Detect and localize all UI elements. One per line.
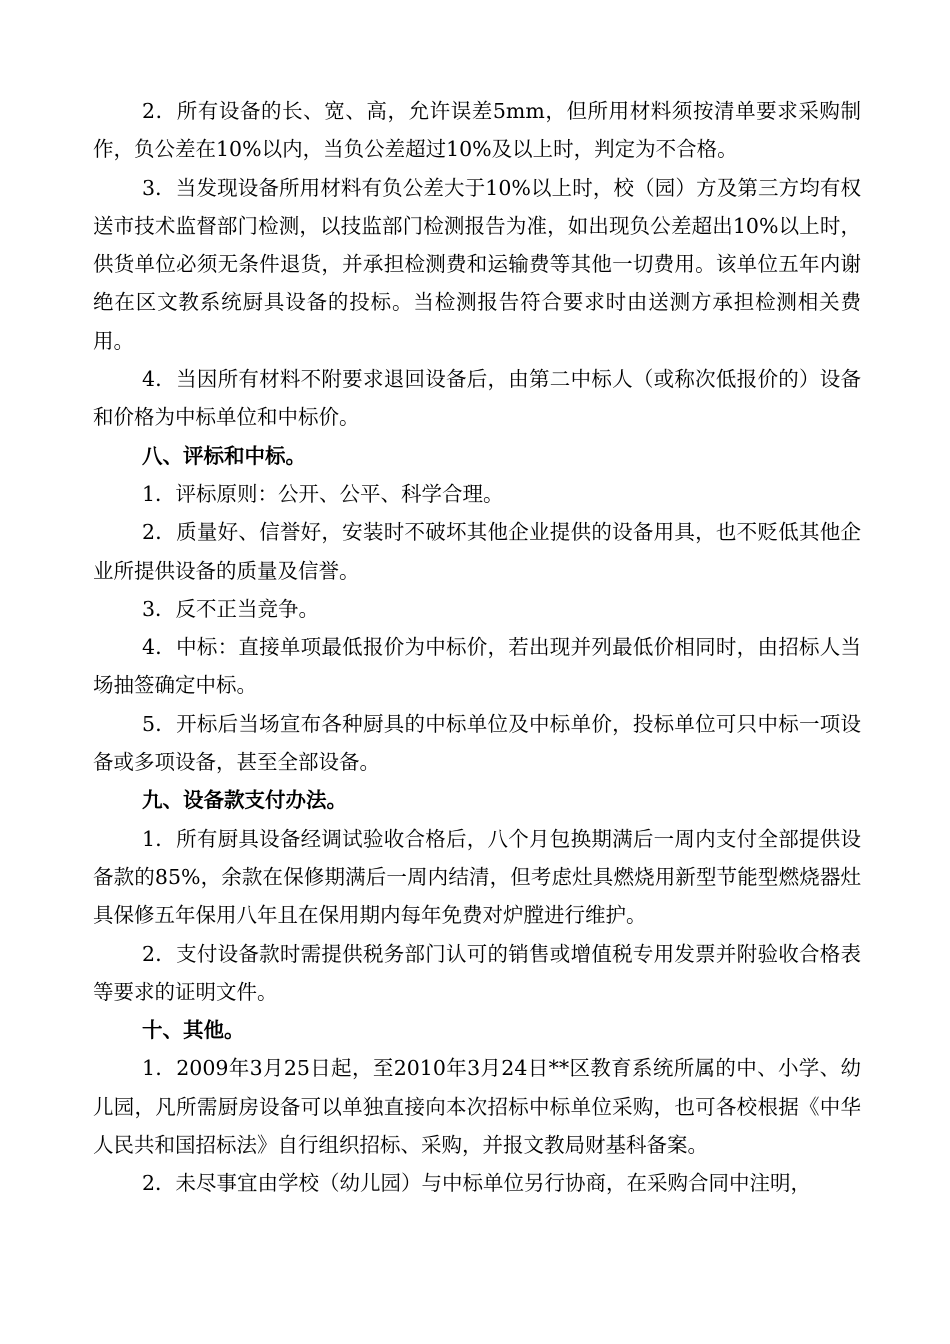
paragraph-item-3-inspection: 3．当发现设备所用材料有负公差大于10%以上时，校（园）方及第三方均有权送市技术监督部门检测，以技监部门检测报告为准，如出现负公差超出10%以上时，供货单位必须无条件退货，并承担检测费和运输费等其他一切费用。该单位五年内谢绝在区文教系统厨具设备的投标。当检测报告符合要求时由送测方承担检测相关费用。	[93, 175, 861, 353]
paragraph-invoice-requirements: 2．支付设备款时需提供税务部门认可的销售或增值税专用发票并附验收合格表等要求的证明文件。	[93, 941, 861, 1004]
paragraph-quality-reputation: 2．质量好、信誉好，安装时不破坏其他企业提供的设备用具，也不贬低其他企业所提供设备的质量及信誉。	[93, 520, 861, 583]
paragraph-item-2-tolerance: 2．所有设备的长、宽、高，允许误差5mm，但所用材料须按清单要求采购制作，负公差在10%以内，当负公差超过10%及以上时，判定为不合格。	[93, 99, 861, 162]
section-heading-payment: 九、设备款支付办法。	[142, 788, 347, 813]
section-heading-other: 十、其他。	[142, 1018, 245, 1043]
paragraph-procurement-period: 1．2009年3月25日起，至2010年3月24日**区教育系统所属的中、小学、幼儿园，凡所需厨房设备可以单独直接向本次招标中标单位采购，也可各校根据《中华人民共和国招标法》自行组织招标、采购，并报文教局财基科备案。	[93, 1056, 861, 1158]
paragraph-winning-bid: 4．中标：直接单项最低报价为中标价，若出现并列最低价相同时，由招标人当场抽签确定中标。	[93, 635, 861, 698]
paragraph-fair-competition: 3．反不正当竞争。	[142, 596, 320, 621]
paragraph-item-4-second-bidder: 4．当因所有材料不附要求退回设备后，由第二中标人（或称次低报价的）设备和价格为中标单位和中标价。	[93, 367, 861, 430]
section-heading-evaluation: 八、评标和中标。	[142, 443, 306, 468]
document-page	[93, 92, 861, 1203]
paragraph-bid-announcement: 5．开标后当场宣布各种厨具的中标单位及中标单价，投标单位可只中标一项设备或多项设备，甚至全部设备。	[93, 711, 861, 775]
paragraph-unresolved-matters: 2．未尽事宜由学校（幼儿园）与中标单位另行协商，在采购合同中注明，	[142, 1171, 812, 1196]
paragraph-evaluation-principle: 1．评标原则：公开、公平、科学合理。	[142, 481, 504, 506]
paragraph-payment-terms: 1．所有厨具设备经调试验收合格后，八个月包换期满后一周内支付全部提供设备款的85%，余款在保修期满后一周内结清，但考虑灶具燃烧用新型节能型燃烧器灶具保修五年保用八年且在保用期内每年免费对炉膛进行维护。	[93, 826, 861, 928]
